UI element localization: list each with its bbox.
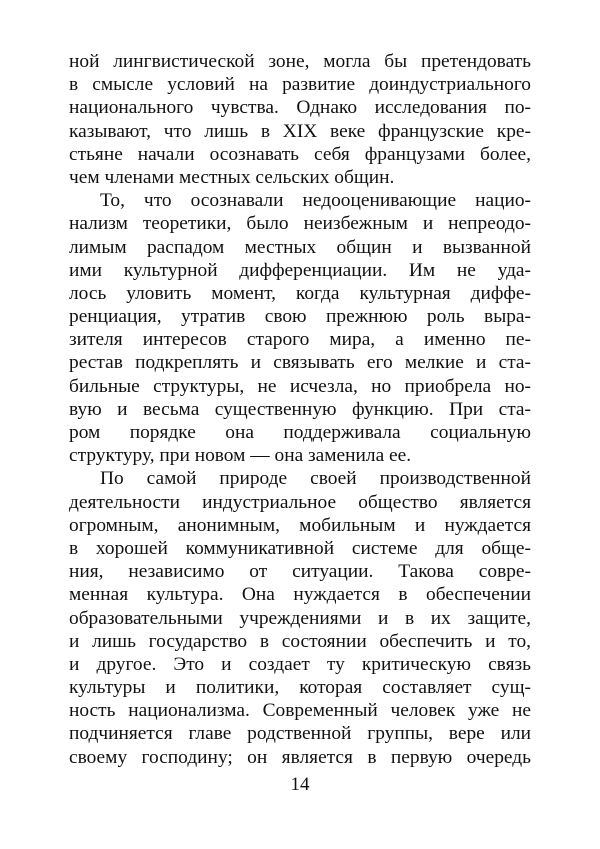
text-line: бильные структуры, не исчезла, но приобрела но- xyxy=(69,375,531,397)
text-line: структуру, при новом — она заменила ее. xyxy=(69,445,412,467)
text-line: По самой природе своей производственной xyxy=(100,468,531,490)
text-line: рестав подкреплять и связывать его мелкие и ста- xyxy=(69,352,531,374)
text-line: национального чувства. Однако исследования по- xyxy=(69,97,531,119)
text-line: деятельности индустриальное общество является xyxy=(69,491,531,513)
text-line: культуры и политики, которая составляет сущ- xyxy=(69,677,531,699)
text-line: подчиняется главе родственной группы, вере или xyxy=(69,723,531,745)
text-line: лимым распадом местных общин и вызванной xyxy=(69,236,531,258)
text-line: чем членами местных сельских общин. xyxy=(69,166,395,188)
page-number: 14 xyxy=(290,774,310,795)
text-line: образовательными учреждениями и в их защите, xyxy=(69,607,531,629)
text-line: ими культурной дифференциации. Им не уда- xyxy=(69,259,531,281)
text-line: ния, независимо от ситуации. Такова совре- xyxy=(69,561,531,583)
text-line: казывают, что лишь в XIX веке французские кре- xyxy=(69,120,531,142)
text-line: ром порядке она поддерживала социальную xyxy=(69,422,531,443)
text-line: своему господину; он является в первую очередь xyxy=(69,746,531,768)
text-line: в смысле условий на развитие доиндустриального xyxy=(69,74,531,96)
text-line: То, что осознавали недооценивающие нацио- xyxy=(100,190,531,212)
text-line: ренциация, утратив свою прежнюю роль выра- xyxy=(69,306,531,328)
text-line: зителя интересов старого мира, а именно пе- xyxy=(69,329,531,351)
text-line: вую и весьма существенную функцию. При ста- xyxy=(69,398,531,420)
text-line: и лишь государство в состоянии обеспечить и то, xyxy=(69,630,531,652)
text-line: менная культура. Она нуждается в обеспечении xyxy=(69,584,531,606)
body-text xyxy=(69,50,531,769)
text-line: в хорошей коммуникативной системе для обще- xyxy=(69,537,531,559)
text-line: нализм теоретики, было неизбежным и непреодо- xyxy=(69,213,531,235)
text-line: огромным, анонимным, мобильным и нуждается xyxy=(69,514,531,536)
text-line: лось уловить момент, когда культурная диффе- xyxy=(69,282,531,304)
text-line: стьяне начали осознавать себя французами более, xyxy=(69,143,531,165)
text-line: ность национализма. Современный человек уже не xyxy=(69,700,531,722)
text-line: и другое. Это и создает ту критическую связь xyxy=(69,653,531,675)
text-line: ной лингвистической зоне, могла бы претендовать xyxy=(69,51,531,72)
